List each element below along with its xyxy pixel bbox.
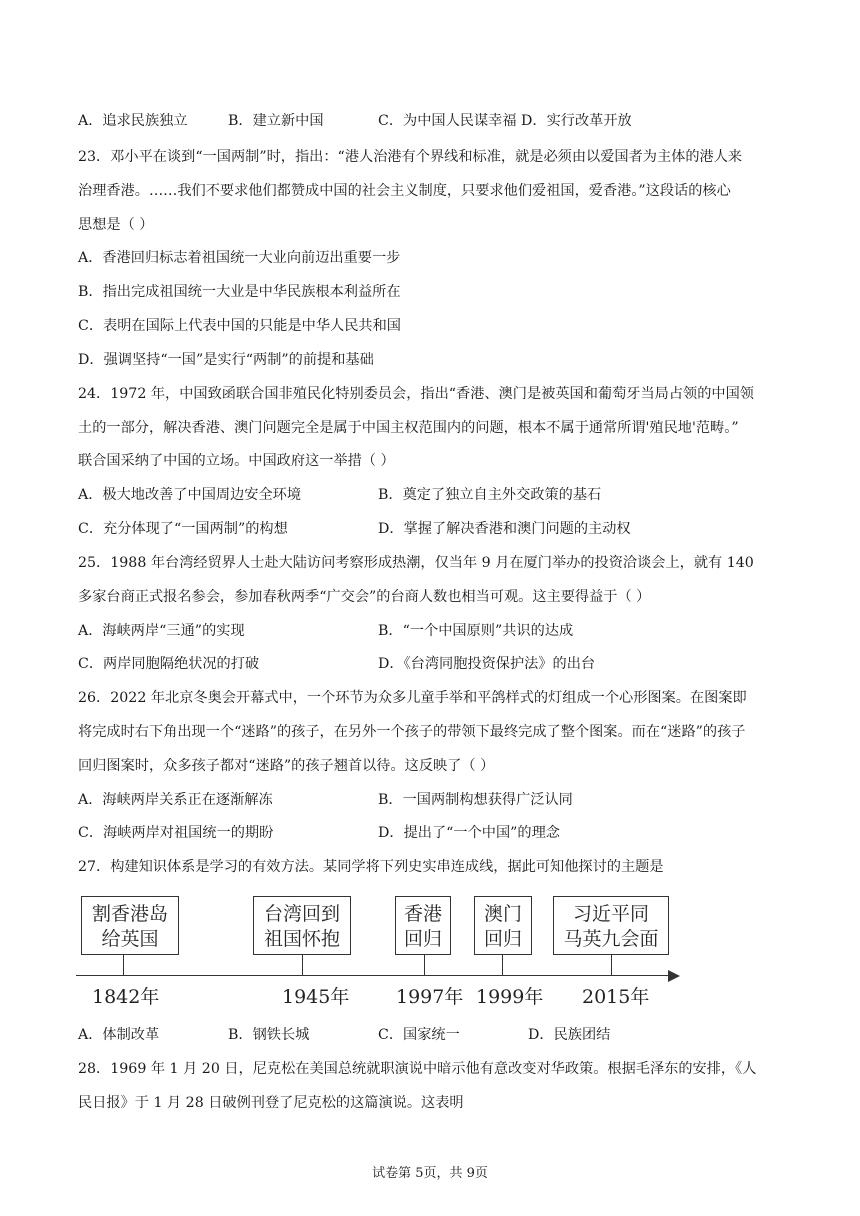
q24-option-b: B．奠定了独立自主外交政策的基石 [378, 487, 602, 503]
q23-stem-line-3: 思想是（ ） [78, 217, 154, 233]
q27-option-d: D．民族团结 [528, 1027, 611, 1043]
q25-option-a: A．海峡两岸“三通”的实现 [78, 623, 245, 639]
q25-stem-line-1: 25．1988 年台湾经贸界人士赴大陆访问考察形成热潮，仅当年 9 月在厦门举办的投资洽谈会上，就有 140 [78, 555, 754, 571]
q23-stem-line-2: 治理香港。……我们不要求他们都赞成中国的社会主义制度，只要求他们爱祖国，爱香港。”这段话的核心 [78, 183, 731, 199]
timeline-event-1999: 澳门 回归 [474, 896, 532, 955]
timeline-axis [76, 975, 672, 976]
q26-stem-line-2: 将完成时右下角出现一个“迷路”的孩子，在另外一个孩子的带领下最终完成了整个图案。而在“迷路”的孩子 [78, 724, 746, 740]
timeline-event-1842: 割香港岛 给英国 [81, 896, 179, 955]
q25-stem-line-2: 多家台商正式报名参会，参加春秋两季“广交会”的台商人数也相当可观。这主要得益于（ ） [78, 589, 651, 605]
timeline-event-1997: 香港 回归 [395, 896, 451, 955]
q26-option-a: A．海峡两岸关系正在逐渐解冻 [78, 792, 273, 808]
q24-option-a: A．极大地改善了中国周边安全环境 [78, 487, 302, 503]
q25-option-b: B．“一个中国原则”共识的达成 [378, 623, 574, 639]
q25-option-d: D．《台湾同胞投资保护法》的出台 [378, 656, 596, 672]
q28-stem-line-2: 民日报》于 1 月 28 日破例刊登了尼克松的这篇演说。这表明 [78, 1095, 464, 1111]
q26-option-c: C．海峡两岸对祖国统一的期盼 [78, 825, 274, 841]
q24-stem-line-2: 土的一部分，解决香港、澳门问题完全是属于中国主权范围内的问题，根本不属于通常所谓'殖民地'范畴。” [78, 420, 739, 436]
q22-option-b: B．建立新中国 [228, 113, 324, 129]
q24-option-c: C．充分体现了“一国两制”的构想 [78, 521, 288, 537]
timeline-year-2015: 2015年 [582, 986, 650, 1008]
timeline-year-1997: 1997年 [396, 986, 464, 1008]
timeline-event-1945: 台湾回到 祖国怀抱 [253, 896, 351, 955]
timeline-arrowhead [668, 970, 680, 982]
q24-stem-line-3: 联合国采纳了中国的立场。中国政府这一举措（ ） [78, 453, 395, 469]
q23-stem-line-1: 23．邓小平在谈到“一国两制”时，指出：“港人治港有个界线和标准，就是必须由以爱国者为主体的港人来 [78, 149, 743, 165]
q23-option-d: D．强调坚持“一国”是实行“两制”的前提和基础 [78, 352, 374, 368]
q22-option-c: C．为中国人民谋幸福 [378, 113, 517, 129]
page-footer: 试卷第 5页，共 9页 [372, 1166, 488, 1181]
timeline-tick [123, 954, 124, 976]
q25-option-c: C．两岸同胞隔绝状况的打破 [78, 656, 260, 672]
q27-option-c: C．国家统一 [378, 1027, 460, 1043]
q27-timeline-figure [76, 888, 686, 1018]
q23-option-c: C．表明在国际上代表中国的只能是中华人民共和国 [78, 318, 401, 334]
q23-option-a: A．香港回归标志着祖国统一大业向前迈出重要一步 [78, 250, 401, 266]
q23-option-b: B．指出完成祖国统一大业是中华民族根本利益所在 [78, 284, 401, 300]
q24-option-d: D．掌握了解决香港和澳门问题的主动权 [378, 521, 631, 537]
timeline-year-1945: 1945年 [282, 986, 350, 1008]
q26-stem-line-3: 回归图案时，众多孩子都对“迷路”的孩子翘首以待。这反映了（ ） [78, 758, 495, 774]
timeline-tick [611, 954, 612, 976]
timeline-tick [424, 954, 425, 976]
timeline-event-2015: 习近平同 马英九会面 [553, 896, 669, 955]
q22-option-d: D．实行改革开放 [521, 113, 632, 129]
timeline-year-1999: 1999年 [476, 986, 544, 1008]
q28-stem-line-1: 28．1969 年 1 月 20 日，尼克松在美国总统就职演说中暗示他有意改变对华政策。根据毛泽东的安排，《人 [78, 1061, 757, 1077]
q26-stem-line-1: 26．2022 年北京冬奥会开幕式中，一个环节为众多儿童手举和平鸽样式的灯组成一个心形图案。在图案即 [78, 690, 747, 706]
timeline-year-1842: 1842年 [92, 986, 160, 1008]
q26-option-b: B．一国两制构想获得广泛认同 [378, 792, 573, 808]
q27-stem: 27．构建知识体系是学习的有效方法。某同学将下列史实串连成线，据此可知他探讨的主题是 [78, 859, 664, 875]
q24-stem-line-1: 24．1972 年，中国致函联合国非殖民化特别委员会，指出“香港、澳门是被英国和葡萄牙当局占领的中国领 [78, 386, 754, 402]
q27-option-a: A．体制改革 [78, 1027, 160, 1043]
timeline-tick [302, 954, 303, 976]
timeline-tick [502, 954, 503, 976]
q27-option-b: B．钢铁长城 [228, 1027, 310, 1043]
q22-option-a: A．追求民族独立 [78, 113, 188, 129]
q26-option-d: D．提出了“一个中国”的理念 [378, 825, 560, 841]
